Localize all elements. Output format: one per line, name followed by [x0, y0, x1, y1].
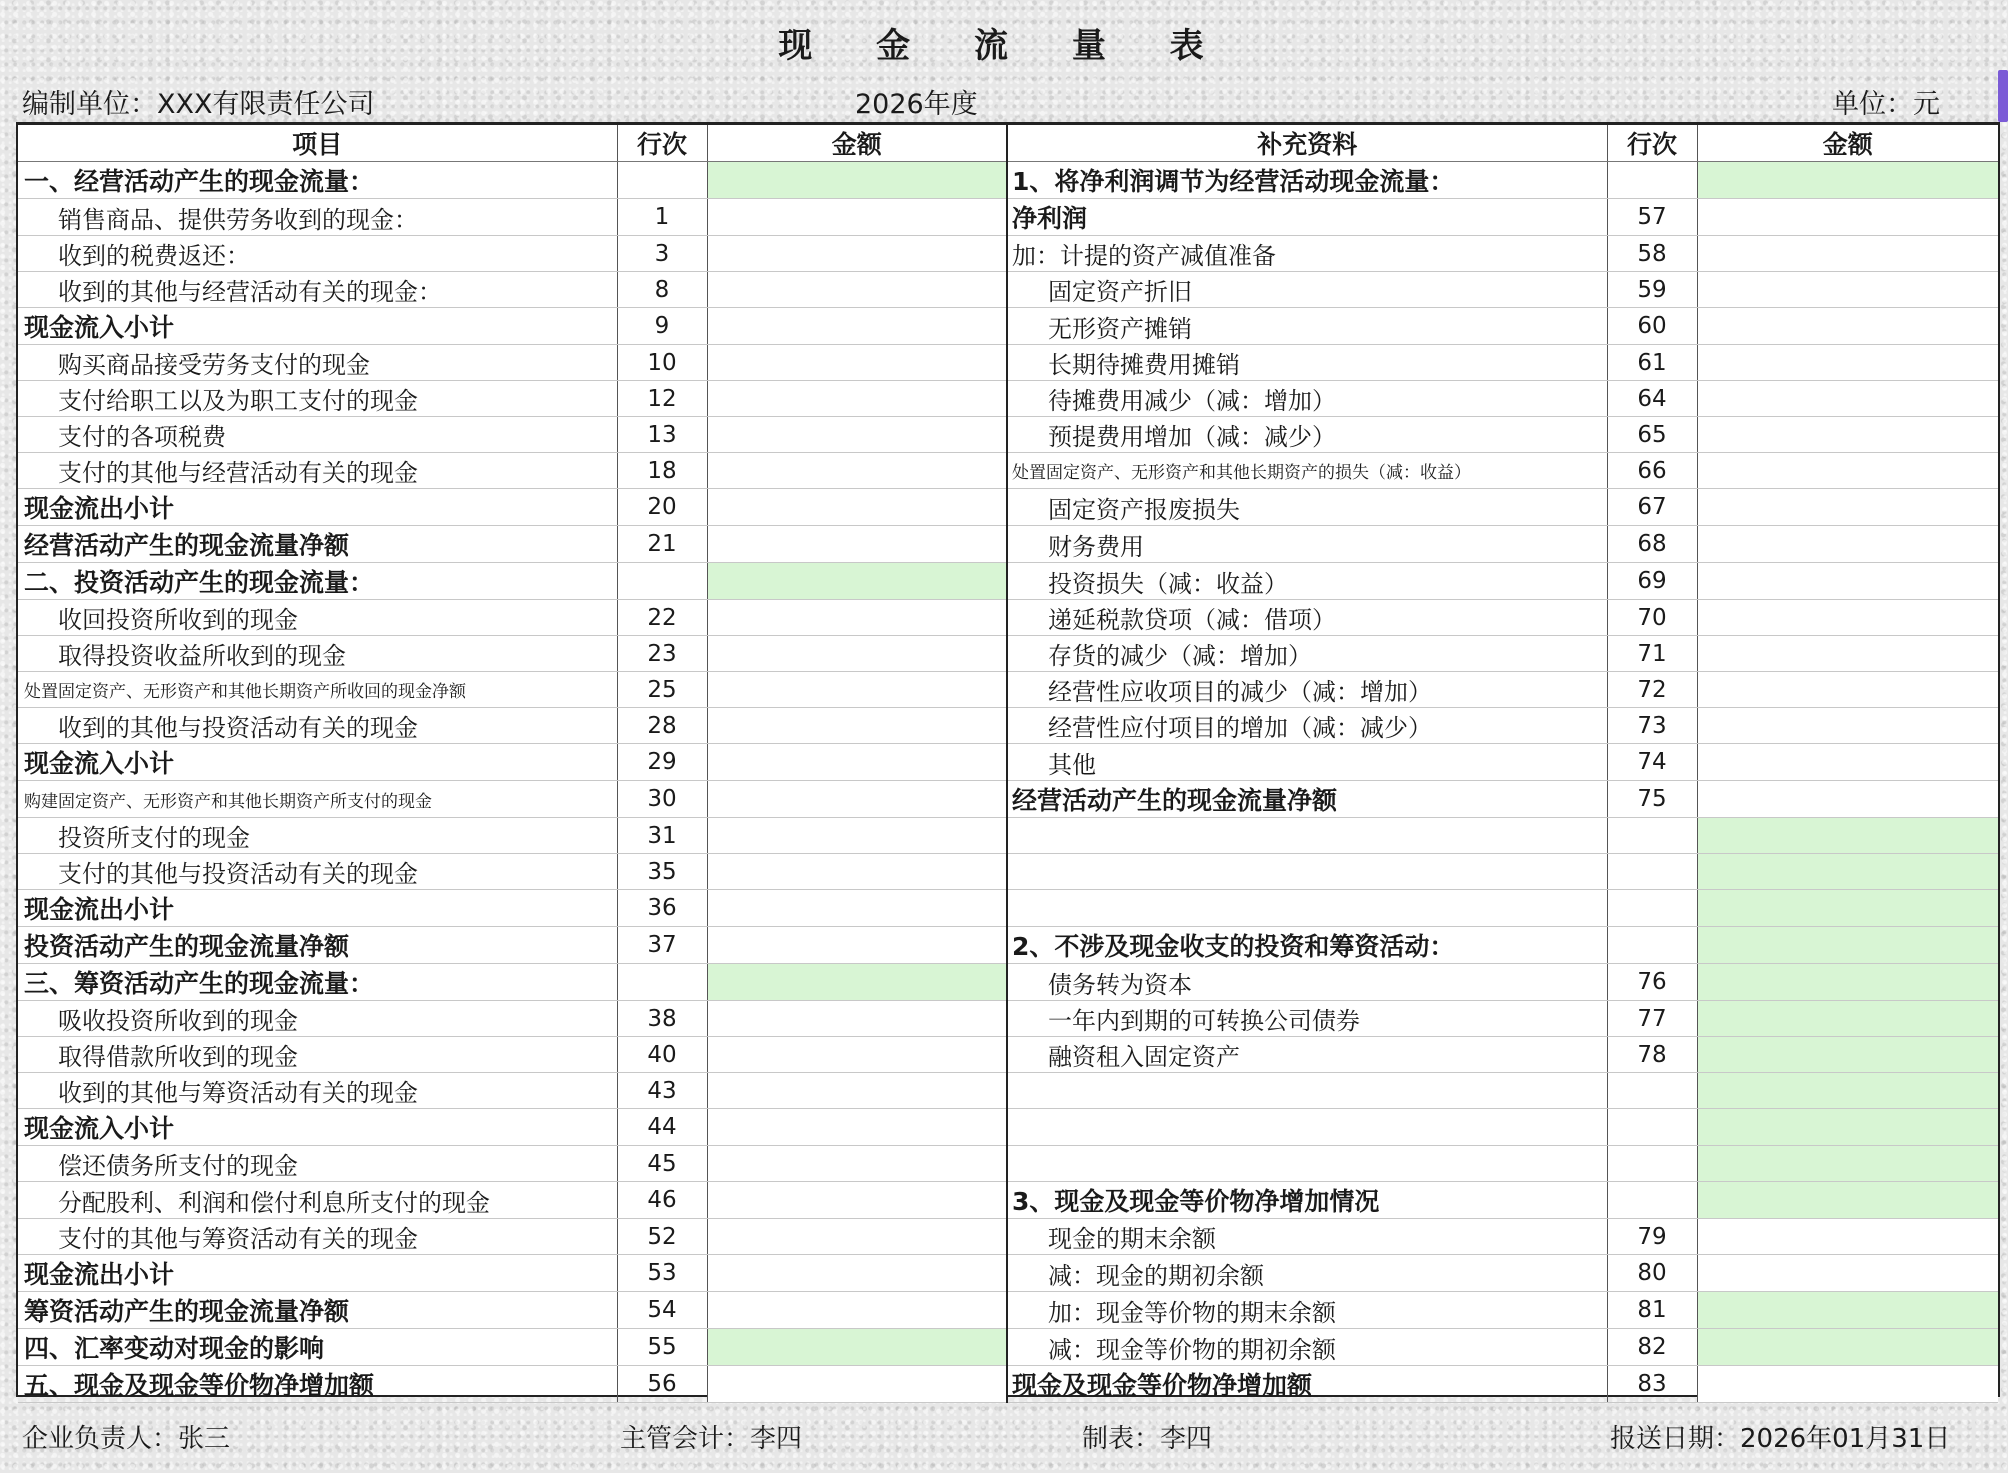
amount-cell[interactable]: [707, 1182, 1007, 1219]
amount-cell[interactable]: [707, 489, 1007, 526]
item-cell: 投资活动产生的现金流量净额: [18, 927, 617, 964]
row-number-cell: 18: [617, 453, 707, 489]
amount-cell[interactable]: [707, 964, 1007, 1001]
row-number-cell: 52: [617, 1219, 707, 1255]
supp-item-cell: 减：现金等价物的期初余额: [1007, 1329, 1607, 1366]
item-cell: 现金流出小计: [18, 1255, 617, 1292]
supp-row-number-cell: 61: [1607, 345, 1697, 381]
table-row: [18, 199, 1998, 236]
amount-cell[interactable]: [707, 890, 1007, 927]
cash-flow-sheet: [16, 122, 2000, 1400]
supp-row-number-cell: [1607, 1182, 1697, 1219]
table-row: [18, 927, 1998, 964]
item-cell: 现金流入小计: [18, 744, 617, 781]
supp-row-number-cell: [1607, 818, 1697, 854]
supp-row-number-cell: [1607, 1073, 1697, 1109]
supp-item-cell: 1、将净利润调节为经营活动现金流量：: [1007, 162, 1607, 199]
supp-item-cell: 一年内到期的可转换公司债券: [1007, 1001, 1607, 1037]
supp-row-number-cell: 58: [1607, 236, 1697, 272]
supp-amount-cell[interactable]: [1697, 489, 1998, 526]
supp-amount-cell[interactable]: [1697, 818, 1998, 854]
row-number-cell: 12: [617, 381, 707, 417]
table-row: [18, 526, 1998, 563]
row-number-cell: 36: [617, 890, 707, 927]
item-cell: 二、投资活动产生的现金流量：: [18, 563, 617, 600]
row-number-cell: 44: [617, 1109, 707, 1146]
table-row: [18, 236, 1998, 272]
supp-amount-cell[interactable]: [1697, 890, 1998, 927]
amount-cell[interactable]: [707, 162, 1007, 199]
table-row: [18, 964, 1998, 1001]
amount-cell[interactable]: [707, 417, 1007, 453]
table-row: [18, 1146, 1998, 1182]
page-title: 现 金 流 量 表: [778, 26, 1230, 66]
signer-lead: 企业负责人：张三: [22, 1424, 231, 1454]
supp-amount-cell[interactable]: [1697, 1001, 1998, 1037]
sheet-edge-tab[interactable]: [1998, 70, 2008, 122]
supp-row-number-cell: 74: [1607, 744, 1697, 781]
amount-cell[interactable]: [707, 818, 1007, 854]
row-number-cell: 25: [617, 672, 707, 708]
table-row: [18, 272, 1998, 308]
supp-amount-cell[interactable]: [1697, 1182, 1998, 1219]
amount-cell[interactable]: [707, 927, 1007, 964]
supp-amount-cell[interactable]: [1697, 927, 1998, 964]
row-number-cell: 28: [617, 708, 707, 744]
item-cell: 现金流出小计: [18, 489, 617, 526]
supp-amount-cell[interactable]: [1697, 453, 1998, 489]
supp-amount-cell[interactable]: [1697, 1037, 1998, 1073]
table-row: [18, 417, 1998, 453]
supp-item-cell: 存货的减少（减：增加）: [1007, 636, 1607, 672]
supp-item-cell: [1007, 1073, 1607, 1109]
amount-cell[interactable]: [707, 1073, 1007, 1109]
amount-cell[interactable]: [707, 236, 1007, 272]
item-cell: 现金流入小计: [18, 308, 617, 345]
header-row: [18, 125, 1998, 162]
supp-item-cell: [1007, 1146, 1607, 1182]
signer-maker: 制表：李四: [1082, 1424, 1213, 1454]
item-cell: 现金流入小计: [18, 1109, 617, 1146]
supp-item-cell: 3、现金及现金等价物净增加情况: [1007, 1182, 1607, 1219]
fiscal-year: 2026年度: [855, 89, 978, 120]
table-row: [18, 381, 1998, 417]
row-number-cell: 55: [617, 1329, 707, 1366]
supp-row-number-cell: 80: [1607, 1255, 1697, 1292]
amount-cell[interactable]: [707, 1329, 1007, 1366]
supp-amount-cell[interactable]: [1697, 1255, 1998, 1292]
supp-amount-cell[interactable]: [1697, 236, 1998, 272]
supp-row-number-cell: 59: [1607, 272, 1697, 308]
col-supp-row-header: 行次: [1607, 125, 1697, 162]
supp-amount-cell[interactable]: [1697, 1329, 1998, 1366]
supp-item-cell: [1007, 818, 1607, 854]
amount-cell[interactable]: [707, 381, 1007, 417]
supp-row-number-cell: 65: [1607, 417, 1697, 453]
amount-cell[interactable]: [707, 708, 1007, 744]
table-row: [18, 345, 1998, 381]
supp-amount-cell[interactable]: [1697, 964, 1998, 1001]
amount-cell[interactable]: [707, 1292, 1007, 1329]
supp-amount-cell[interactable]: [1697, 1219, 1998, 1255]
supp-item-cell: 固定资产报废损失: [1007, 489, 1607, 526]
supp-row-number-cell: 78: [1607, 1037, 1697, 1073]
row-number-cell: 35: [617, 854, 707, 890]
row-number-cell: 56: [617, 1366, 707, 1403]
supp-item-cell: 投资损失（减：收益）: [1007, 563, 1607, 600]
amount-cell[interactable]: [707, 600, 1007, 636]
row-number-cell: 22: [617, 600, 707, 636]
supp-item-cell: 净利润: [1007, 199, 1607, 236]
supp-row-number-cell: 67: [1607, 489, 1697, 526]
item-cell: 经营活动产生的现金流量净额: [18, 526, 617, 563]
supp-item-cell: 预提费用增加（减：减少）: [1007, 417, 1607, 453]
item-cell: 收到的其他与筹资活动有关的现金: [18, 1073, 617, 1109]
table-row: [18, 162, 1998, 199]
col-row-header: 行次: [617, 125, 707, 162]
table-row: [18, 600, 1998, 636]
currency-unit: 单位：元: [1832, 89, 1940, 120]
amount-cell[interactable]: [707, 1255, 1007, 1292]
row-number-cell: 1: [617, 199, 707, 236]
row-number-cell: 43: [617, 1073, 707, 1109]
supp-item-cell: 固定资产折旧: [1007, 272, 1607, 308]
item-cell: 支付的其他与筹资活动有关的现金: [18, 1219, 617, 1255]
item-cell: 支付的其他与经营活动有关的现金: [18, 453, 617, 489]
item-cell: 收到的其他与投资活动有关的现金: [18, 708, 617, 744]
supp-item-cell: 经营性应收项目的减少（减：增加）: [1007, 672, 1607, 708]
row-number-cell: 46: [617, 1182, 707, 1219]
row-number-cell: 23: [617, 636, 707, 672]
supp-row-number-cell: 76: [1607, 964, 1697, 1001]
supp-row-number-cell: 77: [1607, 1001, 1697, 1037]
supp-amount-cell[interactable]: [1697, 1146, 1998, 1182]
row-number-cell: 38: [617, 1001, 707, 1037]
supp-row-number-cell: [1607, 1109, 1697, 1146]
supp-row-number-cell: 83: [1607, 1366, 1697, 1403]
supp-row-number-cell: 81: [1607, 1292, 1697, 1329]
cash-flow-table: [18, 125, 1998, 1403]
amount-cell[interactable]: [707, 563, 1007, 600]
supp-row-number-cell: 72: [1607, 672, 1697, 708]
supp-amount-cell[interactable]: [1697, 381, 1998, 417]
table-row: [18, 1329, 1998, 1366]
row-number-cell: 45: [617, 1146, 707, 1182]
table-row: [18, 489, 1998, 526]
supp-amount-cell[interactable]: [1697, 636, 1998, 672]
table-row: [18, 854, 1998, 890]
row-number-cell: 37: [617, 927, 707, 964]
row-number-cell: 40: [617, 1037, 707, 1073]
supp-row-number-cell: 73: [1607, 708, 1697, 744]
supp-item-cell: 融资租入固定资产: [1007, 1037, 1607, 1073]
supp-row-number-cell: 64: [1607, 381, 1697, 417]
supp-row-number-cell: 69: [1607, 563, 1697, 600]
amount-cell[interactable]: [707, 308, 1007, 345]
supp-item-cell: 处置固定资产、无形资产和其他长期资产的损失（减：收益）: [1007, 453, 1607, 489]
table-row: [18, 1001, 1998, 1037]
row-number-cell: 31: [617, 818, 707, 854]
signer-accountant: 主管会计：李四: [620, 1424, 803, 1454]
supp-item-cell: [1007, 890, 1607, 927]
supp-amount-cell[interactable]: [1697, 781, 1998, 818]
item-cell: 现金流出小计: [18, 890, 617, 927]
supp-item-cell: 长期待摊费用摊销: [1007, 345, 1607, 381]
item-cell: 收回投资所收到的现金: [18, 600, 617, 636]
row-number-cell: 8: [617, 272, 707, 308]
item-cell: 收到的税费返还：: [18, 236, 617, 272]
supp-item-cell: 2、不涉及现金收支的投资和筹资活动：: [1007, 927, 1607, 964]
table-row: [18, 1292, 1998, 1329]
item-cell: 四、汇率变动对现金的影响: [18, 1329, 617, 1366]
supp-row-number-cell: [1607, 162, 1697, 199]
supp-amount-cell[interactable]: [1697, 1109, 1998, 1146]
row-number-cell: [617, 563, 707, 600]
amount-cell[interactable]: [707, 453, 1007, 489]
supp-row-number-cell: 79: [1607, 1219, 1697, 1255]
supp-amount-cell[interactable]: [1697, 1292, 1998, 1329]
item-cell: 取得借款所收到的现金: [18, 1037, 617, 1073]
item-cell: 筹资活动产生的现金流量净额: [18, 1292, 617, 1329]
supp-row-number-cell: 75: [1607, 781, 1697, 818]
supp-amount-cell[interactable]: [1697, 162, 1998, 199]
supp-row-number-cell: [1607, 927, 1697, 964]
supp-item-cell: 经营活动产生的现金流量净额: [1007, 781, 1607, 818]
table-row: [18, 818, 1998, 854]
supp-amount-cell[interactable]: [1697, 744, 1998, 781]
supp-item-cell: 财务费用: [1007, 526, 1607, 563]
row-number-cell: 30: [617, 781, 707, 818]
table-body: [18, 162, 1998, 1403]
supp-item-cell: 债务转为资本: [1007, 964, 1607, 1001]
supp-amount-cell[interactable]: [1697, 854, 1998, 890]
table-row: [18, 1182, 1998, 1219]
supp-amount-cell[interactable]: [1697, 563, 1998, 600]
col-amount-header: 金额: [707, 125, 1007, 162]
item-cell: 支付给职工以及为职工支付的现金: [18, 381, 617, 417]
supp-row-number-cell: [1607, 854, 1697, 890]
supp-item-cell: 加：计提的资产减值准备: [1007, 236, 1607, 272]
item-cell: 销售商品、提供劳务收到的现金：: [18, 199, 617, 236]
item-cell: 处置固定资产、无形资产和其他长期资产所收回的现金净额: [18, 672, 617, 708]
amount-cell[interactable]: [707, 199, 1007, 236]
row-number-cell: [617, 964, 707, 1001]
supp-item-cell: 其他: [1007, 744, 1607, 781]
amount-cell[interactable]: [707, 1109, 1007, 1146]
company-label: 编制单位：XXX有限责任公司: [22, 89, 375, 120]
supp-row-number-cell: 57: [1607, 199, 1697, 236]
supp-amount-cell[interactable]: [1697, 1366, 1998, 1403]
supp-item-cell: 加：现金等价物的期末余额: [1007, 1292, 1607, 1329]
supp-amount-cell[interactable]: [1697, 672, 1998, 708]
item-cell: 偿还债务所支付的现金: [18, 1146, 617, 1182]
row-number-cell: 29: [617, 744, 707, 781]
item-cell: 取得投资收益所收到的现金: [18, 636, 617, 672]
supp-amount-cell[interactable]: [1697, 417, 1998, 453]
item-cell: 购买商品接受劳务支付的现金: [18, 345, 617, 381]
table-row: [18, 708, 1998, 744]
item-cell: 五、现金及现金等价物净增加额: [18, 1366, 617, 1403]
supp-row-number-cell: 60: [1607, 308, 1697, 345]
amount-cell[interactable]: [707, 854, 1007, 890]
row-number-cell: 20: [617, 489, 707, 526]
supp-item-cell: [1007, 1109, 1607, 1146]
amount-cell[interactable]: [707, 345, 1007, 381]
table-row: [18, 890, 1998, 927]
table-row: [18, 1037, 1998, 1073]
supp-row-number-cell: 70: [1607, 600, 1697, 636]
amount-cell[interactable]: [707, 272, 1007, 308]
item-cell: 一、经营活动产生的现金流量：: [18, 162, 617, 199]
supp-amount-cell[interactable]: [1697, 308, 1998, 345]
row-number-cell: 53: [617, 1255, 707, 1292]
amount-cell[interactable]: [707, 1146, 1007, 1182]
supp-row-number-cell: [1607, 1146, 1697, 1182]
item-cell: 三、筹资活动产生的现金流量：: [18, 964, 617, 1001]
table-row: [18, 1219, 1998, 1255]
supp-amount-cell[interactable]: [1697, 199, 1998, 236]
supp-amount-cell[interactable]: [1697, 1073, 1998, 1109]
supp-row-number-cell: 66: [1607, 453, 1697, 489]
amount-cell[interactable]: [707, 744, 1007, 781]
table-row: [18, 1073, 1998, 1109]
supp-item-cell: 待摊费用减少（减：增加）: [1007, 381, 1607, 417]
col-item-header: 项目: [18, 125, 617, 162]
supp-item-cell: [1007, 854, 1607, 890]
row-number-cell: 54: [617, 1292, 707, 1329]
amount-cell[interactable]: [707, 526, 1007, 563]
supp-row-number-cell: 68: [1607, 526, 1697, 563]
item-cell: 吸收投资所收到的现金: [18, 1001, 617, 1037]
table-row: [18, 453, 1998, 489]
amount-cell[interactable]: [707, 1366, 1007, 1403]
table-row: [18, 744, 1998, 781]
supp-amount-cell[interactable]: [1697, 600, 1998, 636]
amount-cell[interactable]: [707, 636, 1007, 672]
table-row: [18, 1255, 1998, 1292]
supp-amount-cell[interactable]: [1697, 526, 1998, 563]
row-number-cell: 3: [617, 236, 707, 272]
supp-row-number-cell: [1607, 890, 1697, 927]
item-cell: 支付的各项税费: [18, 417, 617, 453]
table-row: [18, 1366, 1998, 1403]
supp-row-number-cell: 82: [1607, 1329, 1697, 1366]
col-supp-amount-header: 金额: [1697, 125, 1998, 162]
item-cell: 支付的其他与投资活动有关的现金: [18, 854, 617, 890]
amount-cell[interactable]: [707, 781, 1007, 818]
table-row: [18, 563, 1998, 600]
report-date: 报送日期：2026年01月31日: [1610, 1424, 1951, 1454]
supp-item-cell: 现金的期末余额: [1007, 1219, 1607, 1255]
amount-cell[interactable]: [707, 672, 1007, 708]
item-cell: 分配股利、利润和偿付利息所支付的现金: [18, 1182, 617, 1219]
item-cell: 购建固定资产、无形资产和其他长期资产所支付的现金: [18, 781, 617, 818]
table-row: [18, 672, 1998, 708]
row-number-cell: [617, 162, 707, 199]
supp-amount-cell[interactable]: [1697, 708, 1998, 744]
row-number-cell: 9: [617, 308, 707, 345]
supp-item-cell: 减：现金的期初余额: [1007, 1255, 1607, 1292]
amount-cell[interactable]: [707, 1219, 1007, 1255]
table-row: [18, 308, 1998, 345]
supp-row-number-cell: 71: [1607, 636, 1697, 672]
supp-item-cell: 经营性应付项目的增加（减：减少）: [1007, 708, 1607, 744]
supp-amount-cell[interactable]: [1697, 272, 1998, 308]
row-number-cell: 21: [617, 526, 707, 563]
amount-cell[interactable]: [707, 1001, 1007, 1037]
table-row: [18, 781, 1998, 818]
supp-amount-cell[interactable]: [1697, 345, 1998, 381]
supp-item-cell: 递延税款贷项（减：借项）: [1007, 600, 1607, 636]
amount-cell[interactable]: [707, 1037, 1007, 1073]
item-cell: 收到的其他与经营活动有关的现金：: [18, 272, 617, 308]
item-cell: 投资所支付的现金: [18, 818, 617, 854]
row-number-cell: 13: [617, 417, 707, 453]
col-supp-header: 补充资料: [1007, 125, 1607, 162]
row-number-cell: 10: [617, 345, 707, 381]
table-row: [18, 1109, 1998, 1146]
supp-item-cell: 无形资产摊销: [1007, 308, 1607, 345]
table-row: [18, 636, 1998, 672]
supp-item-cell: 现金及现金等价物净增加额: [1007, 1366, 1607, 1403]
